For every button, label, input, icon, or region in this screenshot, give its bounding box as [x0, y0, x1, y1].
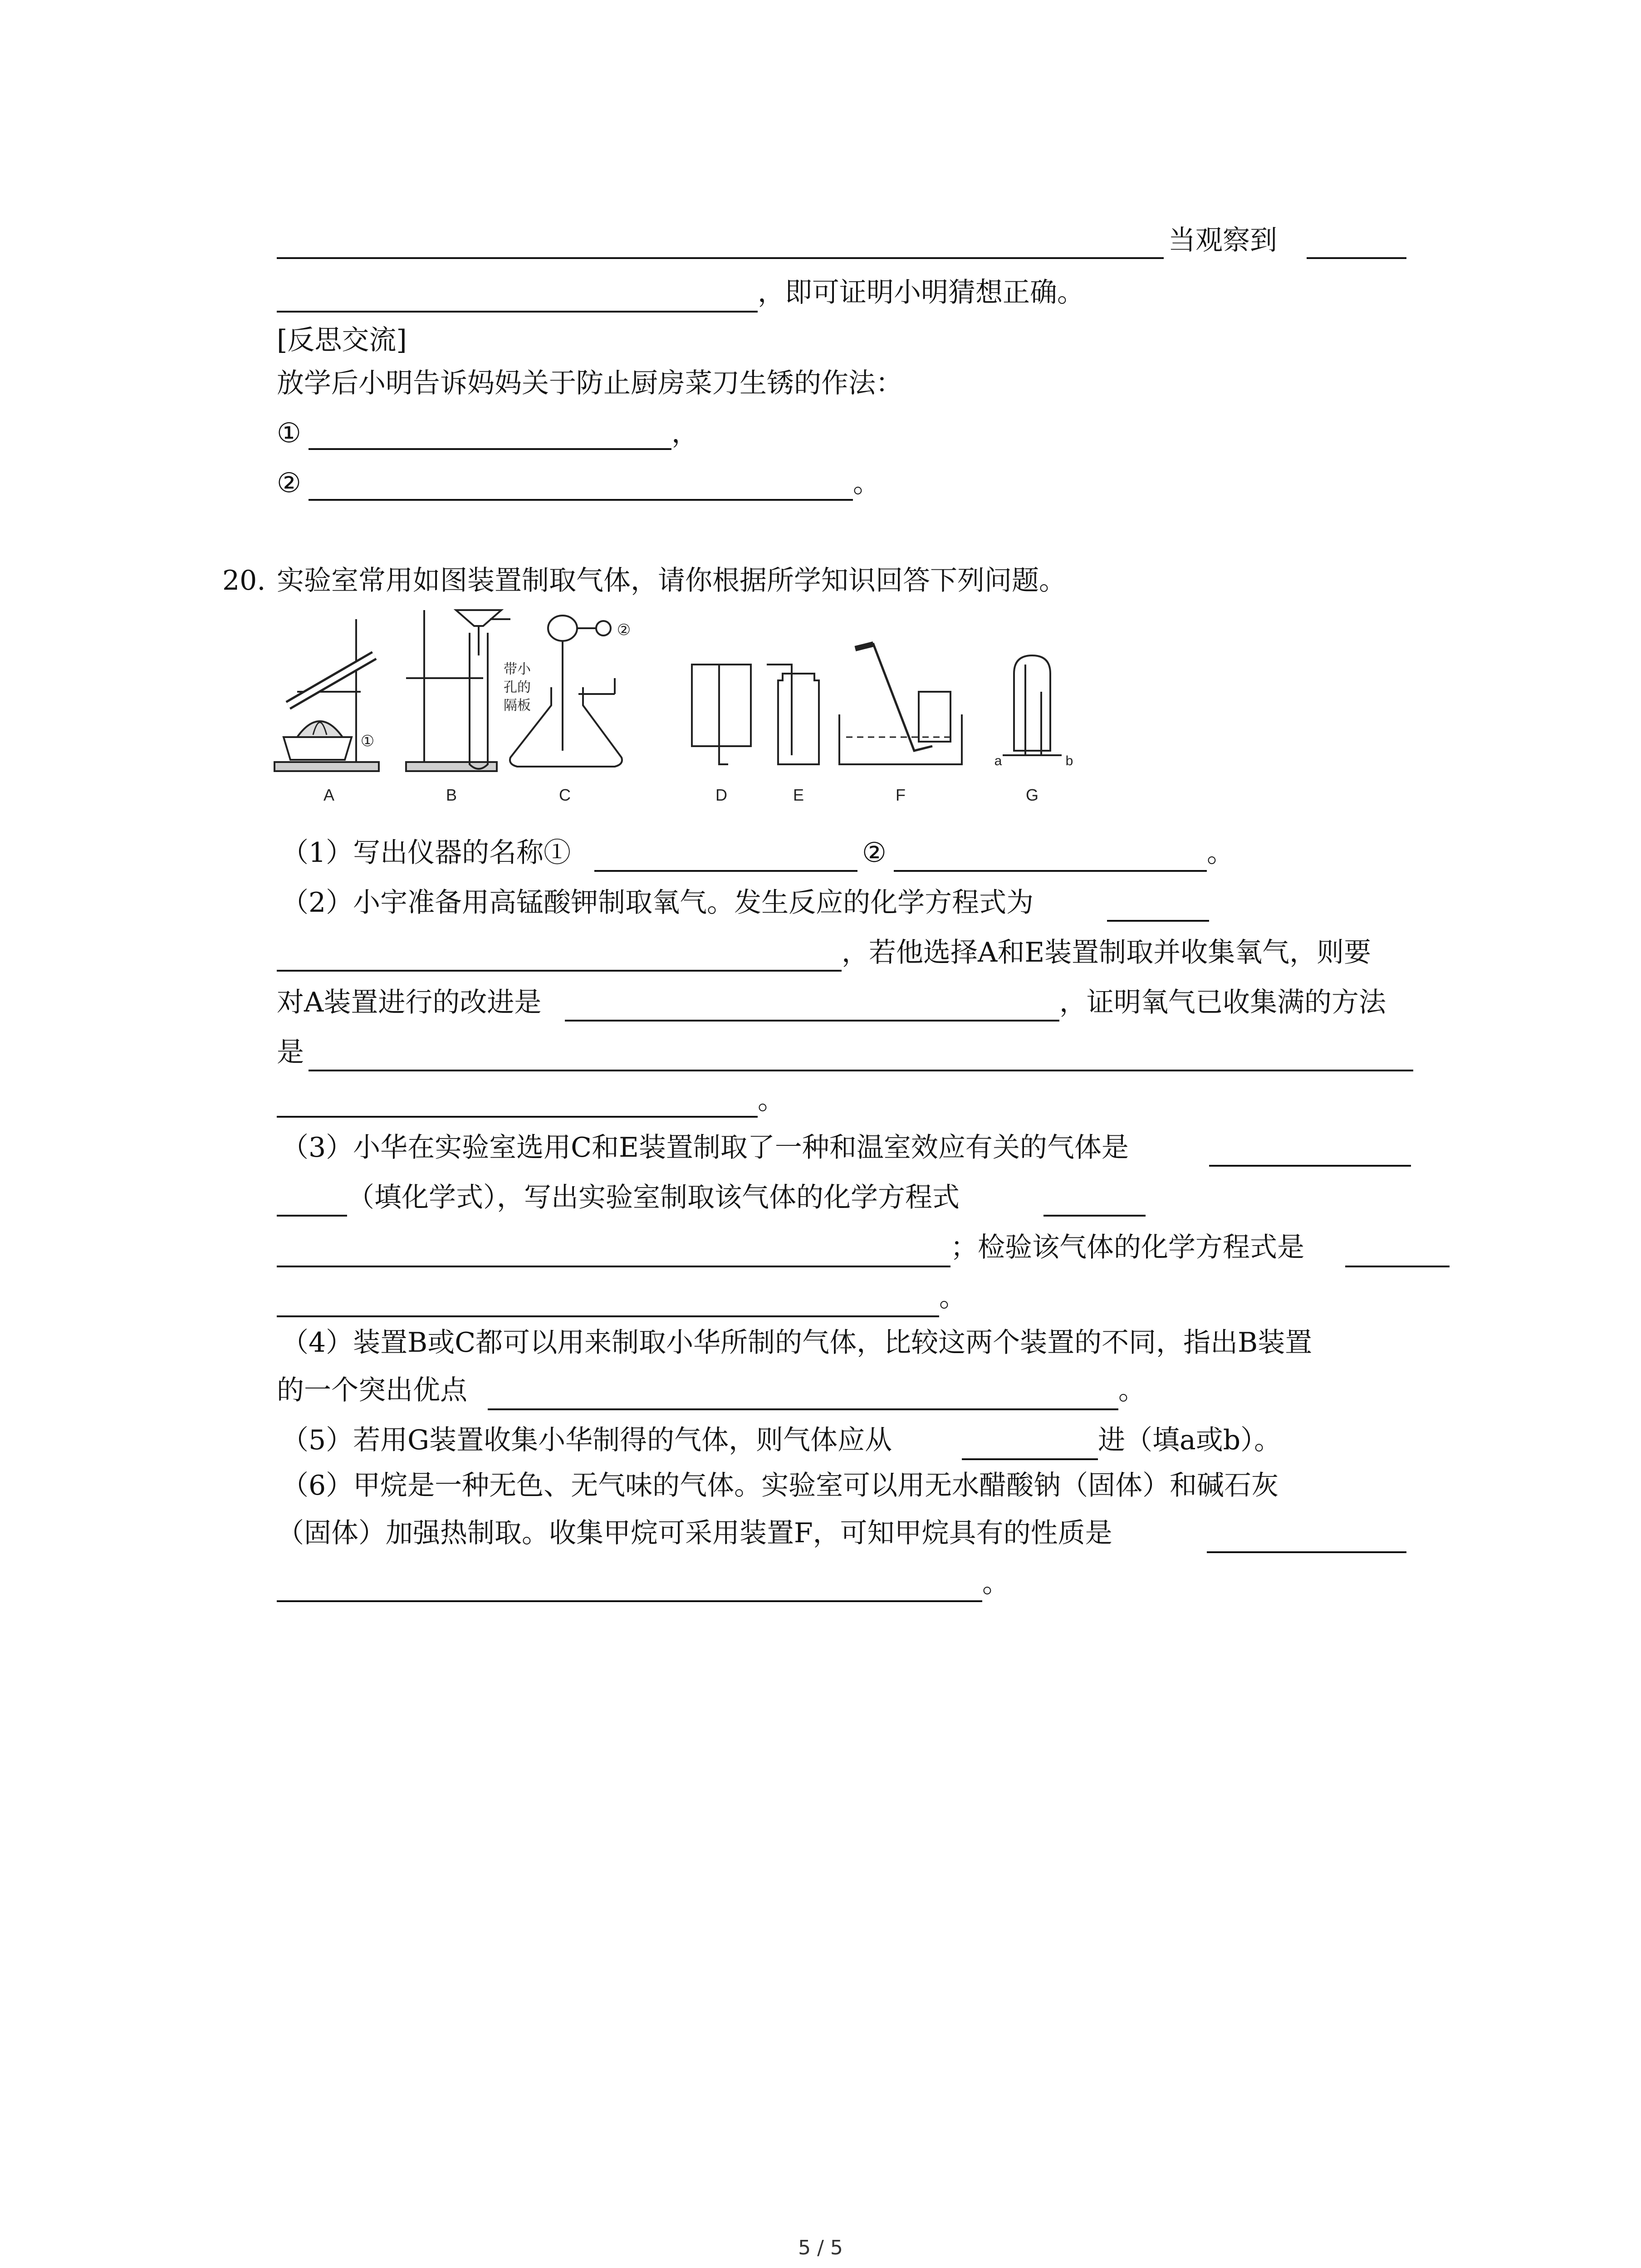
label-c: C [559, 786, 571, 804]
part-6-text: （6）甲烷是一种无色、无气味的气体。实验室可以用无水醋酸钠（固体）和碱石灰 [281, 1470, 1279, 1501]
answer-blank[interactable] [309, 499, 853, 501]
answer-blank[interactable] [309, 448, 671, 450]
apparatus-f [839, 644, 962, 764]
part-2-text: （2）小宇准备用高锰酸钾制取氧气。发生反应的化学方程式为 [281, 887, 1034, 919]
label-g: G [1025, 786, 1039, 804]
answer-blank[interactable] [277, 1600, 982, 1602]
plate-label-3: 隔板 [504, 698, 531, 713]
question-number: 20. [222, 565, 266, 596]
label-e: E [793, 786, 804, 804]
mark-1: ① [360, 733, 375, 750]
answer-blank[interactable] [277, 311, 758, 313]
label-f: F [896, 786, 906, 804]
plate-label-1: 带小 [504, 662, 531, 677]
apparatus-figure [270, 601, 1159, 828]
answer-blank[interactable] [1207, 1551, 1406, 1553]
item-mark: ② [277, 467, 301, 499]
part-1-text: ② [862, 837, 887, 869]
answer-blank[interactable] [1107, 920, 1209, 922]
answer-blank[interactable] [277, 1215, 347, 1217]
port-a-label: a [994, 753, 1002, 768]
part-6-text: （固体）加强热制取。收集甲烷可采用装置F，可知甲烷具有的性质是 [277, 1517, 1112, 1549]
label-d: D [715, 786, 727, 804]
part-6-text: 。 [982, 1567, 1009, 1599]
answer-blank[interactable] [565, 1020, 1059, 1022]
part-1-text: （1）写出仪器的名称① [281, 837, 571, 869]
label-a: A [323, 786, 335, 804]
answer-blank[interactable] [277, 970, 842, 972]
answer-blank[interactable] [1307, 257, 1406, 259]
part-2-text: 对A装置进行的改进是 [277, 987, 542, 1018]
apparatus-drawing [270, 601, 1159, 828]
answer-blank[interactable] [1345, 1266, 1450, 1267]
item-mark: ① [277, 417, 301, 449]
apparatus-g [1003, 655, 1062, 755]
part-1-text: 。 [1207, 837, 1234, 869]
answer-blank[interactable] [277, 1116, 758, 1118]
part-2-text: 。 [758, 1084, 785, 1116]
answer-blank[interactable] [962, 1458, 1098, 1460]
label-b: B [446, 786, 457, 804]
text-line: ，即可证明小明猜想正确。 [758, 277, 1084, 308]
part-4-text: （4）装置B或C都可以用来制取小华所制的气体，比较这两个装置的不同，指出B装置 [281, 1327, 1313, 1359]
answer-blank[interactable] [594, 870, 857, 872]
text-line: 。 [853, 467, 880, 499]
text-line: 当观察到 [1168, 225, 1277, 256]
part-3-text: 。 [939, 1281, 966, 1313]
answer-blank[interactable] [488, 1408, 1118, 1410]
part-3-text: （填化学式），写出实验室制取该气体的化学方程式 [347, 1182, 960, 1213]
text-line: 放学后小明告诉妈妈关于防止厨房菜刀生锈的作法： [277, 367, 903, 399]
part-4-text: 。 [1118, 1374, 1146, 1406]
part-4-text: 的一个突出优点 [277, 1374, 467, 1406]
answer-blank[interactable] [277, 257, 1164, 259]
apparatus-e [767, 665, 819, 764]
question-stem: 实验室常用如图装置制取气体，请你根据所学知识回答下列问题。 [277, 565, 1066, 596]
answer-blank[interactable] [1043, 1215, 1146, 1217]
part-2-text: ，若他选择A和E装置制取并收集氧气，则要 [842, 937, 1372, 968]
answer-blank[interactable] [277, 1266, 950, 1267]
part-5-text: 进（填a或b）。 [1098, 1424, 1282, 1456]
page-number: 5 / 5 [798, 2236, 843, 2259]
part-2-text: ，证明氧气已收集满的方法 [1059, 987, 1386, 1018]
part-5-text: （5）若用G装置收集小华制得的气体，则气体应从 [281, 1424, 892, 1456]
plate-label-2: 孔的 [504, 680, 531, 695]
answer-blank[interactable] [309, 1070, 1413, 1071]
port-b-label: b [1065, 753, 1073, 768]
answer-blank[interactable] [277, 1315, 939, 1317]
mark-2: ② [617, 621, 631, 639]
part-2-text: 是 [277, 1036, 304, 1068]
part-3-text: （3）小华在实验室选用C和E装置制取了一种和温室效应有关的气体是 [281, 1132, 1129, 1163]
section-heading: [反思交流] [277, 324, 407, 356]
text-line: ， [671, 417, 699, 449]
answer-blank[interactable] [1209, 1165, 1411, 1167]
apparatus-d [692, 665, 751, 764]
part-3-text: ；检验该气体的化学方程式是 [950, 1232, 1304, 1263]
answer-blank[interactable] [894, 870, 1207, 872]
apparatus-b [406, 610, 510, 771]
